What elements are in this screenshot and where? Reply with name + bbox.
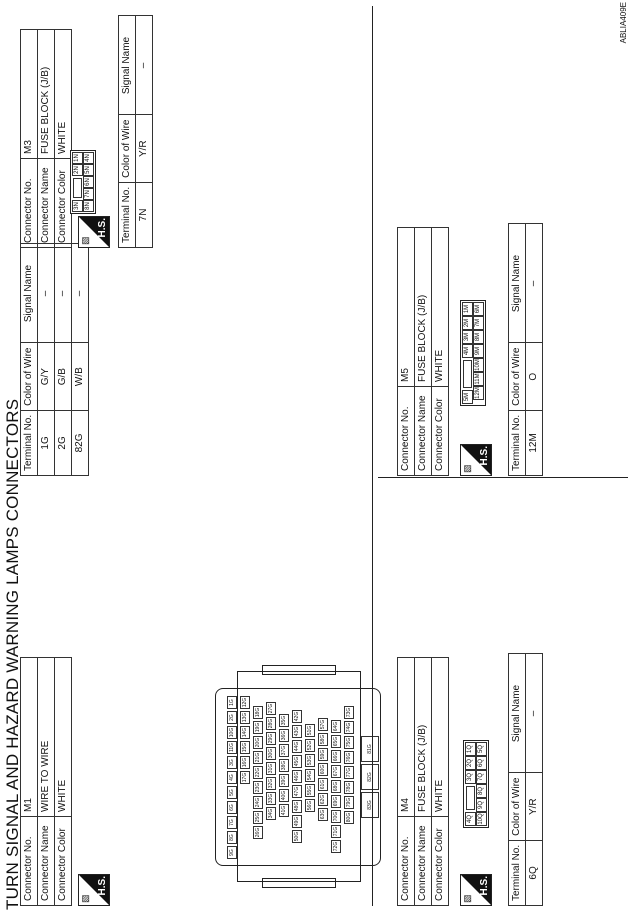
pin-cell: 81G bbox=[361, 736, 379, 762]
pin-cell: 22G bbox=[255, 767, 261, 778]
pin-cell: 78G bbox=[346, 782, 352, 793]
pin-cell: 49G bbox=[294, 816, 300, 827]
m3-connector-face bbox=[70, 150, 96, 214]
pin-cell: 37G bbox=[281, 745, 287, 756]
pin-cell: 66G bbox=[333, 751, 339, 762]
pin-cell: 46G bbox=[294, 771, 300, 782]
pin-cell: 19G bbox=[255, 722, 261, 733]
terminal-no: 12M bbox=[526, 410, 543, 475]
connector-latch bbox=[466, 786, 475, 810]
page-title: TURN SIGNAL AND HAZARD WARNING LAMPS CONNECTORS bbox=[3, 398, 22, 910]
pin-cell: 3M bbox=[462, 330, 473, 344]
pin-cell: 76G bbox=[346, 752, 352, 763]
pin-cell: 4G bbox=[227, 771, 237, 784]
pin-cell: 8Q bbox=[476, 784, 487, 798]
pin-cell: 69G bbox=[333, 796, 339, 807]
pin-cell: 51G bbox=[307, 725, 313, 736]
pin-cell: 12G bbox=[242, 697, 248, 708]
pin-cell: 7G bbox=[227, 816, 237, 829]
pin-cell: 38G bbox=[281, 760, 287, 771]
wire-color: Y/R bbox=[136, 115, 153, 182]
pin-cell: 54G bbox=[307, 770, 313, 781]
pin-cell: 1G bbox=[227, 696, 237, 709]
m1-hs-badge: ▧ H.S. bbox=[78, 874, 110, 906]
pin-cell: 31G bbox=[268, 763, 274, 774]
connector-latch bbox=[73, 178, 82, 198]
pin-cell: 2N bbox=[72, 164, 83, 176]
terminal-no: 6Q bbox=[526, 840, 543, 905]
pin-cell: 71G bbox=[333, 826, 339, 837]
pin-cell: 67G bbox=[333, 766, 339, 777]
pin-cell: 75G bbox=[346, 737, 352, 748]
table-row bbox=[526, 224, 543, 476]
table-row bbox=[55, 244, 72, 476]
pin-cell: 52G bbox=[307, 740, 313, 751]
terminal-no: 82G bbox=[72, 410, 89, 475]
pin-cell: 16G bbox=[242, 757, 248, 768]
pin-cell: 5N bbox=[83, 164, 94, 176]
m5-terminal-table: Terminal No. Color of Wire Signal Name 12M O – bbox=[508, 224, 543, 477]
connector-latch bbox=[463, 360, 472, 388]
pin-cell: 39G bbox=[281, 775, 287, 786]
pin-cell: 53G bbox=[307, 755, 313, 766]
wire-color: Y/R bbox=[526, 773, 543, 840]
pin-cell: 2G bbox=[227, 711, 237, 724]
wire-color: G/Y bbox=[38, 343, 55, 410]
pin-cell: 9G bbox=[227, 846, 237, 859]
pin-cell: 2M bbox=[462, 316, 473, 330]
pin-cell: 83G bbox=[361, 792, 379, 818]
section-divider-horizontal bbox=[372, 6, 373, 906]
pin-cell: 21G bbox=[255, 752, 261, 763]
pin-cell: 57G bbox=[320, 719, 326, 730]
pin-cell: 5G bbox=[227, 786, 237, 799]
table-row bbox=[38, 244, 55, 476]
m1-connector-no: M1 bbox=[21, 658, 38, 817]
m1-connector-name: WIRE TO WIRE bbox=[38, 658, 55, 817]
m4-info-table: Connector No. M4 Connector Name FUSE BLOCK (J/B) Connector Color WHITE bbox=[397, 657, 449, 906]
connector-icon: ▧ bbox=[462, 464, 472, 473]
pin-cell: 29G bbox=[268, 733, 274, 744]
pin-cell: 55G bbox=[307, 785, 313, 796]
pin-cell: 14G bbox=[242, 727, 248, 738]
m4-connector-face bbox=[463, 740, 489, 828]
pin-cell: 7Q bbox=[476, 770, 487, 784]
pin-cell: 70G bbox=[333, 811, 339, 822]
pin-cell: 15G bbox=[242, 742, 248, 753]
pin-cell: 4N bbox=[83, 152, 94, 164]
pin-cell: 1Q bbox=[465, 742, 476, 756]
pin-cell: 72G bbox=[333, 841, 339, 852]
pin-cell: 35G bbox=[281, 715, 287, 726]
pin-cell: 56G bbox=[307, 800, 313, 811]
signal-name: – bbox=[55, 244, 72, 343]
pin-cell: 4Q bbox=[465, 812, 476, 826]
pin-cell: 79G bbox=[346, 797, 352, 808]
pin-cell: 8N bbox=[83, 200, 94, 212]
table-row bbox=[72, 244, 89, 476]
pin-cell: 3G bbox=[227, 756, 237, 769]
signal-name: – bbox=[72, 244, 89, 343]
table-row bbox=[136, 16, 153, 248]
pin-cell: 9M bbox=[473, 344, 484, 358]
pin-cell: 41G bbox=[281, 805, 287, 816]
connector-icon: ▧ bbox=[80, 894, 90, 903]
pin-cell: 28G bbox=[268, 718, 274, 729]
pin-cell: 20G bbox=[255, 737, 261, 748]
pin-cell: 11G bbox=[229, 742, 235, 753]
pin-cell: 59G bbox=[320, 749, 326, 760]
pin-cell: 6M bbox=[473, 302, 484, 316]
m3-terminal-table: Terminal No. Color of Wire Signal Name 7N Y/R – bbox=[118, 16, 153, 249]
pin-cell: 25G bbox=[255, 812, 261, 823]
m5-info-table: Connector No. M5 Connector Name FUSE BLOCK (J/B) Connector Color WHITE bbox=[397, 227, 449, 476]
signal-name: – bbox=[526, 654, 543, 773]
pin-cell: 1M bbox=[462, 302, 473, 316]
pin-cell: 42G bbox=[294, 711, 300, 722]
pin-cell: 6N bbox=[83, 176, 94, 188]
pin-cell: 27G bbox=[268, 703, 274, 714]
pin-cell: 36G bbox=[281, 730, 287, 741]
pin-cell: 32G bbox=[268, 778, 274, 789]
pin-cell: 10M bbox=[473, 358, 484, 372]
table-row bbox=[526, 654, 543, 906]
pin-cell: 50G bbox=[294, 831, 300, 842]
pin-cell: 23G bbox=[255, 782, 261, 793]
pin-cell: 18G bbox=[255, 707, 261, 718]
m1-connector-color: WHITE bbox=[55, 658, 72, 817]
pin-cell: 3Q bbox=[465, 770, 476, 784]
wire-color: O bbox=[526, 343, 543, 410]
pin-cell: 13G bbox=[242, 712, 248, 723]
pin-cell: 30G bbox=[268, 748, 274, 759]
pin-cell: 65G bbox=[333, 736, 339, 747]
pin-cell: 26G bbox=[255, 827, 261, 838]
pin-cell: 44G bbox=[294, 741, 300, 752]
pin-cell: 58G bbox=[320, 734, 326, 745]
pin-cell: 47G bbox=[294, 786, 300, 797]
pin-cell: 4M bbox=[462, 344, 473, 358]
pin-cell: 7M bbox=[473, 316, 484, 330]
m5-connector-face bbox=[460, 300, 486, 406]
pin-cell: 40G bbox=[281, 790, 287, 801]
pin-cell: 34G bbox=[268, 808, 274, 819]
pin-cell: 7N bbox=[83, 188, 94, 200]
terminal-no: 2G bbox=[55, 410, 72, 475]
connector-icon: ▧ bbox=[80, 236, 90, 245]
terminal-no: 7N bbox=[136, 182, 153, 247]
pin-cell: 8G bbox=[227, 831, 237, 844]
pin-cell: 80G bbox=[346, 812, 352, 823]
m3-hs-badge: ▧ H.S. bbox=[78, 216, 110, 248]
wire-color: G/B bbox=[55, 343, 72, 410]
pin-cell: 73G bbox=[346, 707, 352, 718]
pin-cell: 10G bbox=[229, 727, 235, 738]
pin-cell: 82G bbox=[361, 764, 379, 790]
pin-cell: 5Q bbox=[476, 742, 487, 756]
pin-cell: 12M bbox=[473, 386, 484, 400]
pin-cell: 6G bbox=[227, 801, 237, 814]
signal-name: – bbox=[38, 244, 55, 343]
pin-cell: 74G bbox=[346, 722, 352, 733]
pin-cell: 64G bbox=[333, 721, 339, 732]
pin-cell: 17G bbox=[242, 772, 248, 783]
wire-color: W/B bbox=[72, 343, 89, 410]
pin-cell: 33G bbox=[268, 793, 274, 804]
m1-info-table: Connector No. M1 Connector Name WIRE TO WIRE Connector Color WHITE bbox=[20, 657, 72, 906]
m1-terminal-table: Terminal No. Color of Wire Signal Name 1G G/Y – 2G G/B – 82G W/B – bbox=[20, 244, 89, 477]
pin-cell: 2Q bbox=[465, 756, 476, 770]
signal-name: – bbox=[526, 224, 543, 343]
pin-cell: 62G bbox=[320, 794, 326, 805]
pin-cell: 3N bbox=[72, 200, 83, 212]
pin-cell: 5M bbox=[462, 390, 473, 404]
pin-cell: 6Q bbox=[476, 756, 487, 770]
pin-cell: 11M bbox=[473, 372, 484, 386]
pin-cell: 61G bbox=[320, 779, 326, 790]
connector-icon: ▧ bbox=[462, 894, 472, 903]
m5-hs-badge: ▧ H.S. bbox=[460, 444, 492, 476]
pin-cell: 10Q bbox=[476, 812, 487, 826]
pin-cell: 77G bbox=[346, 767, 352, 778]
terminal-no: 1G bbox=[38, 410, 55, 475]
pin-cell: 45G bbox=[294, 756, 300, 767]
m4-hs-badge: ▧ H.S. bbox=[460, 874, 492, 906]
m3-info-table: Connector No. M3 Connector Name FUSE BLOCK (J/B) Connector Color WHITE bbox=[20, 29, 72, 248]
signal-name: – bbox=[136, 16, 153, 115]
pin-cell: 8M bbox=[473, 330, 484, 344]
figure-code: ABLIA409E bbox=[619, 2, 628, 44]
pin-cell: 1N bbox=[72, 152, 83, 164]
pin-cell: 63G bbox=[320, 809, 326, 820]
pin-cell: 68G bbox=[333, 781, 339, 792]
pin-cell: 60G bbox=[320, 764, 326, 775]
section-divider-vertical bbox=[378, 477, 628, 478]
pin-cell: 9Q bbox=[476, 798, 487, 812]
pin-cell: 48G bbox=[294, 801, 300, 812]
pin-cell: 43G bbox=[294, 726, 300, 737]
pin-cell: 24G bbox=[255, 797, 261, 808]
m1-connector-face bbox=[207, 675, 389, 880]
m4-terminal-table: Terminal No. Color of Wire Signal Name 6Q Y/R – bbox=[508, 654, 543, 907]
